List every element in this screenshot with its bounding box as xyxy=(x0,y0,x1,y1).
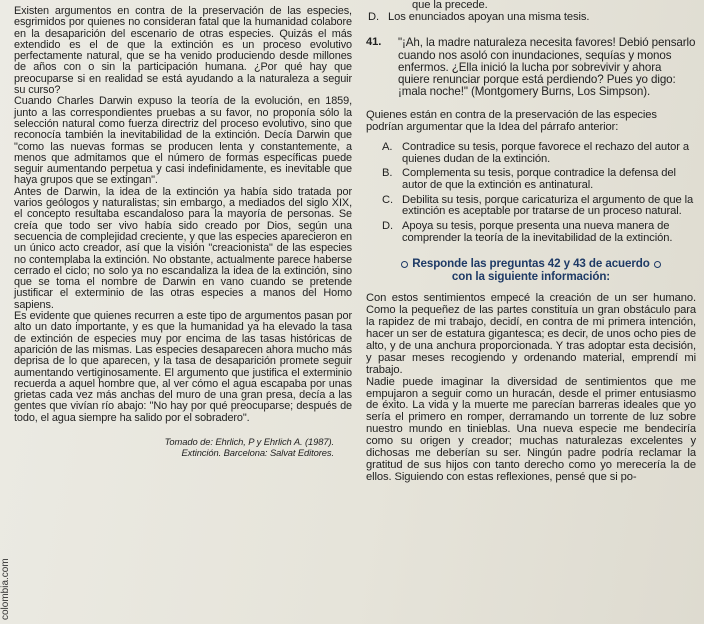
option-text: Contradice su tesis, porque favorece el rechazo del autor a quienes dudan de la extinción. xyxy=(402,140,690,165)
source-line-1: Tomado de: Ehrlich, P y Ehrlich A. (1987). xyxy=(164,435,334,447)
bullet-icon xyxy=(401,261,408,268)
instructions-banner xyxy=(366,258,696,283)
paragraph-3: Antes de Darwin, la idea de la extinción ya había sido tratada por varios geólogos y naturalistas; sin embargo, a mediados del siglo XIX, el concepto resultaba escandaloso para la mayoría de personas. Se creía que todo ser vivo había sido creado por Dios, según una secuencia de complejidad creciente, y que las especies aparecieron en un único acto creador, así que la visión "creacionista" de las especies no contemplaba la extinción. No obstante, actualmente parece haberse cerrado el ciclo; no solo ya no escandaliza la idea de la extinción, sino que se toma el nombre de Darwin en vano cuando se pretende justificar el exterminio de las otras especies a manos del Homo sapiens. xyxy=(14,185,352,311)
previous-option-d[interactable] xyxy=(368,12,696,24)
reading-passage xyxy=(366,293,696,484)
passage-paragraph-1: Con estos sentimientos empecé la creación de un ser humano. Como la pequeñez de las partes constituía un gran obstáculo para la rapidez de mi trabajo, decidí, en contra de mi primera intención, hacer un ser de estatura gigantesca; es decir, de unos ocho pies de alto, y de una anchura proporcionada. Y tras adoptar esta decisión, y pasar meses recogiendo y ordenando material, emprendí mi trabajo. xyxy=(366,292,696,376)
passage-paragraph-2: Nadie puede imaginar la diversidad de sentimientos que me empujaron a seguir como un huracán, desde el primer entusiasmo de éxito. La vida y la muerte me parecían barreras ideales que yo sería el primero en romper, derramando un torrente de luz sobre nuestro mundo en tinieblas. Una nueva especie me bendeciría como su origen y creador; muchas naturalezas excelentes y dichosas me deberían su ser. Ningún padre podría reclamar la gratitud de sus hijos con tanto derecho como yo merecería la de ellos. Siguiendo con estas reflexiones, pensé que si po- xyxy=(366,375,696,483)
option-key: D. xyxy=(368,10,379,23)
option-b[interactable] xyxy=(382,168,696,191)
right-column xyxy=(366,0,696,484)
option-a[interactable] xyxy=(382,142,696,165)
bullet-icon xyxy=(654,261,661,268)
option-text: Los enunciados apoyan una misma tesis. xyxy=(388,10,590,23)
banner-line-1: Responde las preguntas 42 y 43 de acuerdo xyxy=(412,257,650,271)
side-watermark: colombia.com xyxy=(0,558,11,620)
source-citation xyxy=(14,436,352,458)
banner-line-2: con la siguiente información: xyxy=(451,269,611,283)
option-key: D. xyxy=(382,220,393,233)
question-stem: Quienes están en contra de la preservación de las especies podrían argumentar que la Idea del párrafo anterior: xyxy=(366,109,657,134)
option-text: Complementa su tesis, porque contradice la defensa del autor de que la extinción es antinatural. xyxy=(402,167,676,191)
option-text: Apoya su tesis, porque presenta una nueva manera de comprender la teoría de la inevitabilidad de la extinción. xyxy=(402,220,673,244)
paragraph-2: Cuando Charles Darwin expuso la teoría de la evolución, en 1859, junto a las correspondientes pruebas a su favor, no proponía sólo la selección natural como fuerza directriz del proceso evolutivo, sino que reconocía también la inevitabilidad de la extinción. Decía Darwin que "como las nuevas formas se producen lenta y constantemente, a menos que admitamos que el número de formas específicas puede seguir aumentando perpetua y casi indefinidamente, es inevitable que haya grupos que se extingan". xyxy=(14,95,352,187)
option-key: C. xyxy=(382,193,393,206)
option-key: A. xyxy=(382,140,393,153)
option-c[interactable] xyxy=(382,195,696,218)
paragraph-1: Existen argumentos en contra de la preservación de las especies, esgrimidos por quienes no consideran fatal que la humanidad colabore en la desaparición del escenario de otras especies. Quizás el más extendido es el de que la extinción es un proceso evolutivo perfectamente natural, que se ha venido produciendo desde millones de años con o sin la participación humana. ¿Por qué hay que preocuparse si en realidad se está ayudando a la naturaleza a seguir su curso? xyxy=(14,5,352,97)
source-line-2: Extinción. Barcelona: Salvat Editores. xyxy=(181,446,334,458)
option-text: Debilita su tesis, porque caricaturiza el argumento de que la extinción es aceptable por tratarse de un proceso natural. xyxy=(402,193,694,218)
question-number: 41. xyxy=(366,36,382,49)
option-key: B. xyxy=(382,167,393,180)
answer-options xyxy=(366,142,696,245)
question-41 xyxy=(366,37,696,98)
option-d[interactable] xyxy=(382,221,696,244)
left-column xyxy=(14,6,352,458)
paragraph-4: Es evidente que quienes recurren a este tipo de argumentos pasan por alto un dato importante, y es que la humanidad ya ha elevado la tasa de extinción de especies muy por encima de las tasas históricas de aparición de las mismas. Las especies desaparecen ahora mucho más deprisa de lo que aparecen, y la tasa de desaparición promete seguir aumentando vertiginosamente. El argumento que justifica el exterminio recuerda a aquel hombre que, al ver cómo el agua escapaba por unas grietas cada vez más anchas del muro de una gran presa, decía a las gentes que vivían río abajo: "No hay por qué preocuparse; después de todo, el agua siempre ha salido por el sobradero". xyxy=(14,310,352,424)
question-quote: "¡Ah, la madre naturaleza necesita favores! Debió pensarlo cuando nos asoló con inundaciones, sequías y monos enfermos. ¿Ella inició la lucha por sobrevivir y ahora quiere renunciar porque está perdiendo? Pues yo digo: ¡mala noche!" (Montgomery Burns, Los Simpson). xyxy=(398,36,696,99)
previous-question-partial: que la precede. xyxy=(412,0,488,11)
